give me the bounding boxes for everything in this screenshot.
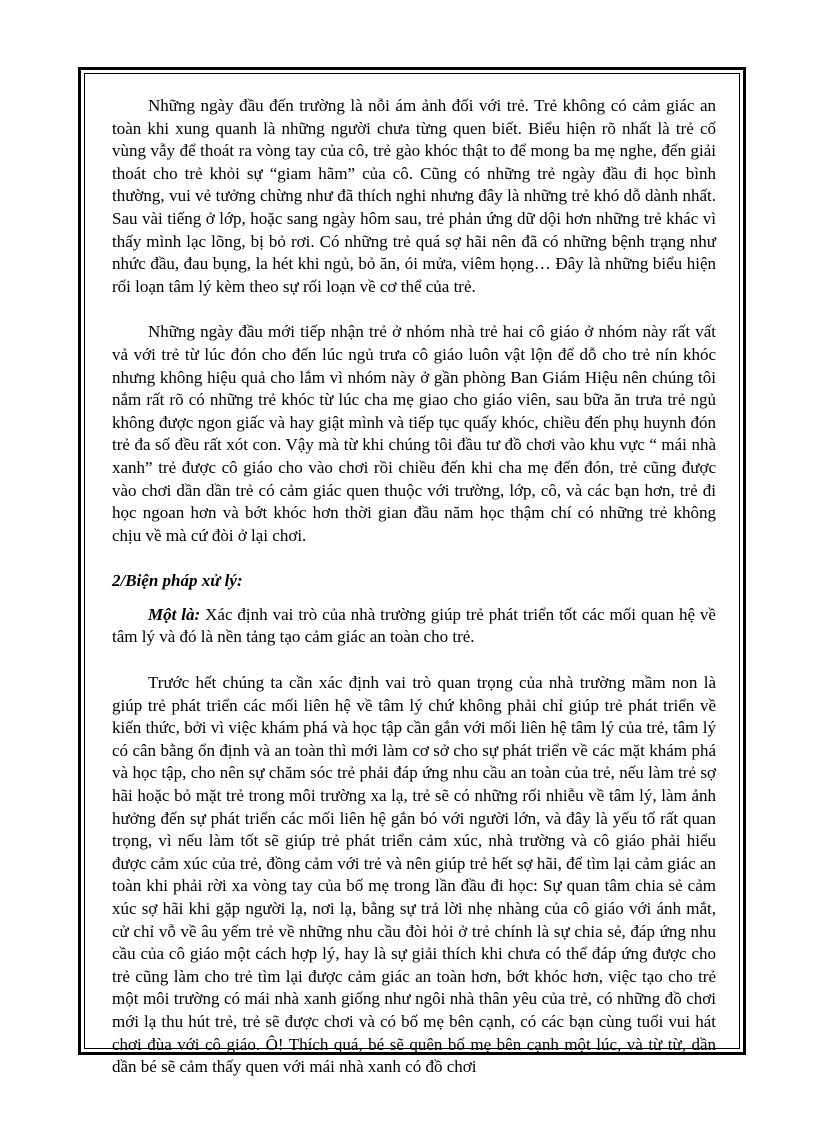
paragraph-first-days: Những ngày đầu đến trường là nỗi ám ảnh đối với trẻ. Trẻ không có cảm giác an toàn khi xung quanh là những người chưa từng quen biết. Biểu hiện rõ nhất là trẻ cố vùng vẫy để thoát ra vòng tay của cô, trẻ gào khóc thật to để mong ba mẹ nghe, đến giải thoát cho trẻ khỏi sự “giam hãm” của cô. Cũng có những trẻ ngày đầu đi học bình thường, vui vẻ tưởng chừng như đã thích nghi nhưng đây là những trẻ khó dỗ dành nhất. Sau vài tiếng ở lớp, hoặc sang ngày hôm sau, trẻ phản ứng dữ dội hơn những trẻ khác vì thấy mình lạc lõng, bị bỏ rơi. Có những trẻ quá sợ hãi nên đã có những bệnh trạng như nhức đầu, đau bụng, la hét khi ngủ, bỏ ăn, ói mửa, viêm họng… Đây là những biểu hiện rối loạn tâm lý kèm theo sự rối loạn về cơ thể của trẻ. xyxy=(112,96,716,296)
measure-one-lead: Một là: xyxy=(148,604,201,624)
measure-one-text: Xác định vai trò của nhà trường giúp trẻ phát triển tốt các mối quan hệ về tâm lý và đó là nền tảng tạo cảm giác an toàn cho trẻ. xyxy=(112,604,716,647)
document-body xyxy=(112,95,716,1079)
section-heading: 2/Biện pháp xử lý: xyxy=(112,571,243,591)
paragraph-school-role: Trước hết chúng ta cần xác định vai trò quan trọng của nhà trường mầm non là giúp trẻ phát triển các mối liên hệ về tâm lý chứ không phải chỉ giúp trẻ phát triển về kiến thức, bởi vì việc khám phá và học tập cần gắn với mối liên hệ tâm lý của trẻ, tâm lý có cân bằng ổn định và an toàn thì mới làm cơ sở cho sự phát triển về các mặt khám phá và học tập, cho nên sự chăm sóc trẻ phải đáp ứng nhu cầu an toàn của trẻ, nếu làm trẻ sợ hãi hoặc bỏ mặt trẻ trong môi trường xa lạ, trẻ sẽ có những rối nhiễu về tâm lý, làm ảnh hưởng đến sự phát triển các mối liên hệ gắn bó với người lớn, và đây là yếu tố rất quan trọng, vì nếu làm tốt sẽ giúp trẻ phát triển cảm xúc, nhà trường và cô giáo phải hiểu được cảm xúc của trẻ, đồng cảm với trẻ và nên giúp trẻ hết sợ hãi, để tìm lại cảm giác an toàn khi phải rời xa vòng tay của bố mẹ trong lần đầu đi học: Sự quan tâm chia sẻ cảm xúc sợ hãi khi gặp người lạ, nơi lạ, bằng sự trả lời nhẹ nhàng của cô giáo với ánh mắt, cử chỉ vỗ về âu yếm trẻ về những nhu cầu đòi hỏi ở trẻ chính là sự chia sẻ, đáp ứng nhu cầu của cô giáo một cách hợp lý, hay là sự giải thích khi chưa có thể đáp ứng được cho trẻ cũng làm cho trẻ tìm lại được cảm giác an toàn hơn, bớt khóc hơn, việc tạo cho trẻ một môi trường có mái nhà xanh giống như ngôi nhà thân yêu của trẻ, có những đồ chơi mới lạ thu hút trẻ, trẻ sẽ được chơi và có bố mẹ bên cạnh, có các bạn cùng tuổi vui hát chơi đùa với cô giáo. Ô! Thích quá, bé sẽ quên bố mẹ bên cạnh một lúc, và từ từ, dần dần bé sẽ cảm thấy quen với mái nhà xanh có đồ chơi xyxy=(112,673,716,1077)
paragraph-measure-one xyxy=(112,604,716,649)
paragraph-nursery-group: Những ngày đầu mới tiếp nhận trẻ ở nhóm nhà trẻ hai cô giáo ở nhóm này rất vất vả với trẻ từ lúc đón cho đến lúc ngủ trưa cô giáo luôn vật lộn để dỗ cho trẻ nín khóc nhưng không hiệu quả cho lắm vì nhóm này ở gần phòng Ban Giám Hiệu nên chúng tôi nắm rất rõ có những trẻ khóc từ lúc cha mẹ giao cho giáo viên, sau bữa ăn trưa trẻ ngủ không được ngon giấc và hay giật mình và tiếp tục quấy khóc, chiều đến phụ huynh đón trẻ đa số đều rất xót con. Vậy mà từ khi chúng tôi đầu tư đồ chơi vào khu vực “ mái nhà xanh” trẻ được cô giáo cho vào chơi rồi chiều đến khi cha mẹ đến đón, trẻ cũng được vào chơi dần dần trẻ có cảm giác quen thuộc với trường, lớp, cô, và các bạn hơn, trẻ đi học ngoan hơn và bớt khóc hơn thời gian đầu năm học thậm chí có những trẻ không chịu về mà cứ đòi ở lại chơi. xyxy=(112,322,716,545)
